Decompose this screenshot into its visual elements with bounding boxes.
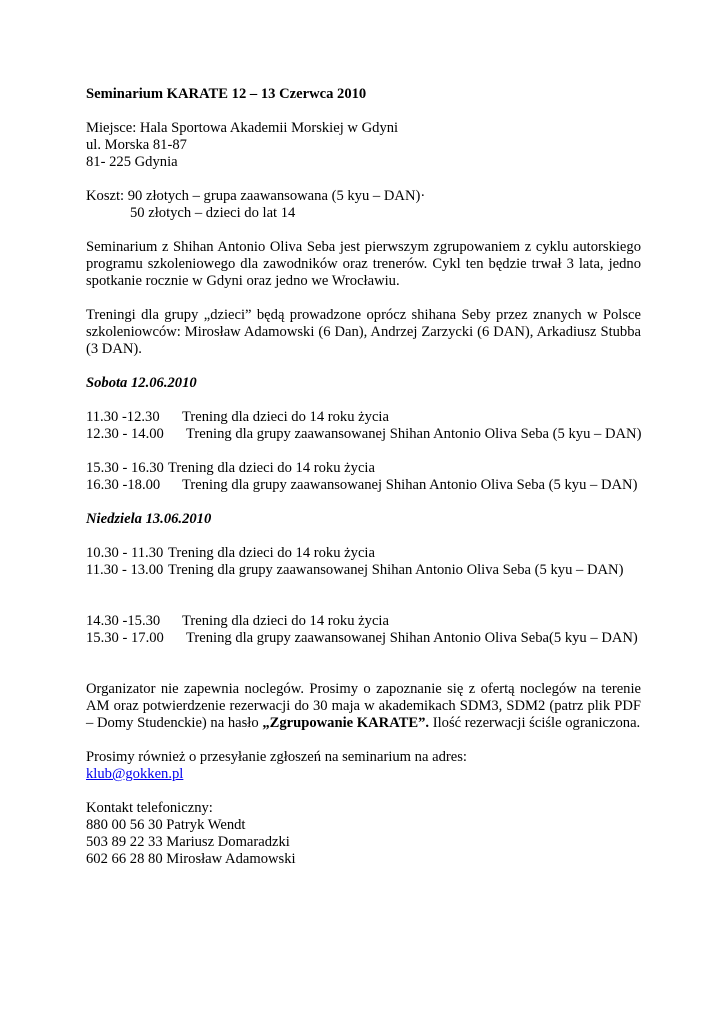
contact-heading: Kontakt telefoniczny: [86,800,213,816]
schedule-time: 14.30 -15.30 [86,613,161,629]
contact-entry: 602 66 28 80 Mirosław Adamowski [86,851,296,867]
location-city: 81- 225 Gdynia [86,154,178,170]
schedule-time: 11.30 -12.30 [86,409,160,425]
contact-block [86,800,641,868]
email-link[interactable]: klub@gokken.pl [86,766,184,782]
intro-paragraph: Seminarium z Shihan Antonio Oliva Seba jest pierwszym zgrupowaniem z cyklu autorskiego programu szkoleniowego dla zawodników oraz trenerów. Cykl ten będzie trwał 3 lata, jedno spotkanie rocznie w Gdyni oraz jedno we Wrocławiu. [86,239,641,289]
document-title: Seminarium KARATE 12 – 13 Czerwca 2010 [86,86,367,102]
schedule-desc: Trening dla dzieci do 14 roku życia [168,460,375,476]
location-street: ul. Morska 81-87 [86,137,187,153]
schedule-time: 12.30 - 14.00 [86,426,164,442]
schedule-time: 16.30 -18.00 [86,477,161,493]
cost-kids: 50 złotych – dzieci do lat 14 [130,205,296,221]
schedule-time: 10.30 - 11.30 [86,545,164,561]
document-page [86,86,641,868]
schedule-time: 11.30 - 13.00 [86,562,164,578]
sunday-schedule-1 [86,545,641,579]
accommodation-text: Organizator nie zapewnia noclegów. Prosimy o zapoznanie się z ofertą noclegów na terenie AM oraz potwierdzenie rezerwacji do 30 maja w akademikach SDM3, SDM2 (patrz plik PDF – Domy Studenckie) na hasło [86,681,641,731]
contact-entry: 880 00 56 30 Patryk Wendt [86,817,246,833]
schedule-desc: Trening dla grupy zaawansowanej Shihan Antonio Oliva Seba (5 kyu – DAN) [168,562,624,578]
schedule-row [86,477,641,494]
location-venue: Miejsce: Hala Sportowa Akademii Morskiej w Gdyni [86,120,399,136]
schedule-row [86,545,641,562]
cost-advanced: Koszt: 90 złotych – grupa zaawansowana (5 kyu – DAN)· [86,188,426,204]
schedule-row [86,409,641,426]
kids-groups-paragraph: Treningi dla grupy „dzieci” będą prowadzone oprócz shihana Seby przez znanych w Polsce szkoleniowców: Mirosław Adamowski (6 Dan), Andrzej Zarzycki (6 DAN), Arkadiusz Stubba (3 DAN). [86,307,641,357]
saturday-schedule-1 [86,409,641,443]
saturday-schedule-2 [86,460,641,494]
schedule-row [86,562,641,579]
schedule-desc: Trening dla grupy zaawansowanej Shihan Antonio Oliva Seba (5 kyu – DAN) [186,426,642,442]
location-block [86,120,641,171]
schedule-row [86,426,641,443]
schedule-time: 15.30 - 16.30 [86,460,164,476]
contact-entry: 503 89 22 33 Mariusz Domaradzki [86,834,290,850]
schedule-row [86,460,641,477]
accommodation-password: „Zgrupowanie KARATE”. [262,715,430,731]
cost-block [86,188,641,222]
registration-block [86,749,641,783]
sunday-heading: Niedziela 13.06.2010 [86,511,212,527]
schedule-row [86,613,641,630]
registration-text: Prosimy również o przesyłanie zgłoszeń na seminarium na adres: [86,749,467,765]
schedule-row [86,630,641,647]
schedule-time: 15.30 - 17.00 [86,630,164,646]
accommodation-note: Ilość rezerwacji ściśle ograniczona. [429,715,641,731]
schedule-desc: Trening dla grupy zaawansowanej Shihan Antonio Oliva Seba(5 kyu – DAN) [186,630,638,646]
schedule-desc: Trening dla dzieci do 14 roku życia [182,409,389,425]
accommodation-paragraph [86,681,641,732]
schedule-desc: Trening dla dzieci do 14 roku życia [168,545,375,561]
schedule-desc: Trening dla dzieci do 14 roku życia [182,613,389,629]
sunday-schedule-2 [86,613,641,647]
saturday-heading: Sobota 12.06.2010 [86,375,197,391]
schedule-desc: Trening dla grupy zaawansowanej Shihan Antonio Oliva Seba (5 kyu – DAN) [182,477,638,493]
